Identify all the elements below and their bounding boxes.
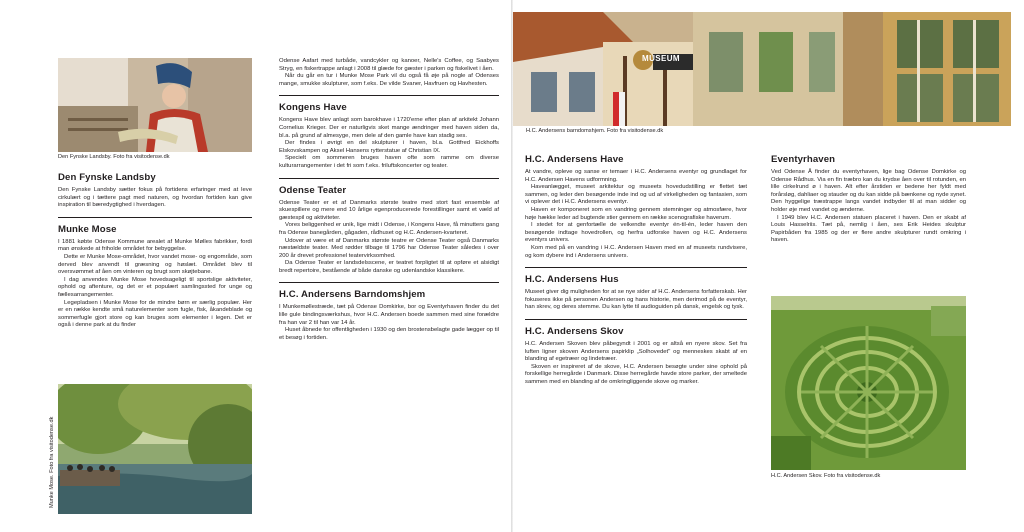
paragraph: I stedet for at genfortælle de velkendte eventyr én-til-én, leder haven den besøgende indtage hovedrollen, og herfra udforske haven og H.C. Andersens eventyrs univers. bbox=[525, 222, 747, 244]
photo-hc-andersen-skov bbox=[771, 296, 966, 470]
section-divider bbox=[58, 217, 252, 218]
paragraph: Udover at være et af Danmarks største teatre er Odense Teater også Danmarks næstældste teater. Med rødder tilbage til 1796 har Odense Teater således i over 200 år drevet professionel teatervirksomhed. bbox=[279, 237, 499, 259]
paragraph: Når du går en tur i Munke Mose Park vil du også få øje på nogle af Odenses mange, smukke skulpturer, som f.eks. De vilde Svaner, Havfruen og Havhesten. bbox=[279, 73, 499, 87]
museum-sign: MUSEUM bbox=[642, 54, 680, 63]
paragraph: Kongens Have blev anlagt som barokhave i 1720'erne efter plan af arkitekt Johann Cornelius Krieger. Der er naturligvis sket mange ændringer med haven siden da, bl.a. på grund af almesyge, men dele af den gamle have kan stadig ses. bbox=[279, 117, 499, 139]
caption-fynske-landsby: Den Fynske Landsby. Foto fra visitodense.dk bbox=[58, 154, 170, 160]
photo-fynske-landsby bbox=[58, 58, 252, 152]
photo-barndomshjem bbox=[513, 12, 1011, 126]
section-divider bbox=[279, 282, 499, 283]
paragraph: Haven er komponeret som en vandring gennem stemninger og atmosfære, hvor høje hække leder ad bugtende stier gennem en række scenografiske haverum. bbox=[525, 206, 747, 221]
paragraph: Dette er Munke Mose-området, hvor vandet mose- og engområde, som derved blev anvendt til græsning og høslæt. Området blev til oversvømmet af åen om vinteren og brugt som skøjtebane. bbox=[58, 253, 252, 276]
column-4 bbox=[771, 154, 966, 245]
paragraph: Haveanlægget, museet arkitektur og museets hovedudstilling er flettet tæt sammen, og leder den besøgende inde ind og ud af virkeligheden og fantasien, som vi oplever det i H.C. Andersens eventyr. bbox=[525, 184, 747, 206]
paragraph: Vores beliggenhed er unik, lige midt i Odense, i Kongens Have, få minutters gang fra Odense banegården, gågaden, rådhuset og H.C. Andersen-kvarteret. bbox=[279, 222, 499, 236]
column-3 bbox=[525, 154, 747, 386]
section-divider bbox=[279, 95, 499, 96]
caption-munke-mose: Munke Mose. Foto fra visitodense.dk bbox=[49, 416, 55, 508]
paragraph: I 1949 blev H.C. Andersen statuen placeret i haven. Den er skabt af Louis Hasselriis. Tæt på, nemlig i åen, ses Erik Heides skulptur Papirbåden fra 1985 og der er flere andre skulpturer rundt omkring i haven. bbox=[771, 214, 966, 244]
heading-eventyrhaven: Eventyrhaven bbox=[771, 154, 836, 165]
paragraph: I Munkemøllestræde, tæt på Odense Domkirke, bor og Eventyrhaven finder du det lille gule bindingsværkshus, hvor H.C. Andersen boede sammen med sine forældre fra han var 2 til han var 14 år. bbox=[279, 304, 499, 326]
paragraph: Odense Aafart med turbåde, vandcykler og kanoer, Nelle's Coffee, og Saabyes Stryg, en fiskertrappe anlagt i 2008 til glæde for gæster i parken og fiskelivet i åen. bbox=[279, 58, 499, 72]
section-divider bbox=[279, 178, 499, 179]
paragraph: H.C. Andersen Skoven blev påbegyndt i 2001 og er altså en nyere skov. Set fra luften ligner skoven Andersens papirklip „Solhovedet" og menneskes skabt af en blanding af egetræer og lindetræer. bbox=[525, 340, 747, 363]
heading-fynske-landsby: Den Fynske Landsby bbox=[58, 172, 156, 183]
column-2 bbox=[279, 58, 499, 342]
paragraph: Legepladsen i Munke Mose for de mindre børn er særlig populær. Her er en række kendte små naturelementer som fugle, fisk, åkandeblade og sommerfugle gjort store og kan bruges som elementer i legen. Det er også i denne park at du finder bbox=[58, 299, 252, 329]
paragraph: I 1881 købte Odense Kommune arealet af Munke Mølles fabrikker, fordi man ønskede at friholde området for bebyggelse. bbox=[58, 238, 252, 253]
caption-barndomshjem: H.C. Andersens barndomshjem. Foto fra visitodense.dk bbox=[526, 128, 664, 134]
paragraph: Den Fynske Landsby sætter fokus på fortidens erfaringer med at leve cirkulært og i tættere pagt med naturen, og hvordan fortiden kan give inspiration til bæredygtighed i hverdagen. bbox=[58, 187, 252, 209]
paragraph: Specielt om sommeren bruges haven ofte som ramme om diverse kulturarrangementer i det fri som f.eks. friluftskoncerter og teater. bbox=[279, 155, 499, 169]
heading-barndomshjem: H.C. Andersens Barndomshjem bbox=[279, 289, 426, 301]
paragraph: At vandre, opleve og sanse er temaer i H.C. Andersens eventyr og grundlaget for H.C. Andersen Havens udformning. bbox=[525, 169, 747, 183]
paragraph: I dag anvendes Munke Mose hovedsageligt til sportslige aktiviteter, ophold og aftenture, og det er et populært samlingssted for unge og fællesarrangementer. bbox=[58, 276, 252, 298]
heading-hc-andersens-hus: H.C. Andersens Hus bbox=[525, 274, 619, 286]
paragraph: Skoven er inspireret af de skove, H.C. Andersen besøgte under sine ophold på forskellige herregårde i Danmark. Disse herregårde havde store parker, der smeltede sammen med en blanding af de omkringliggende skove og marker. bbox=[525, 363, 747, 385]
paragraph: Huset åbnede for offentligheden i 1930 og den brostensbelagte gade lægger op til et besøg i fortiden. bbox=[279, 327, 499, 341]
paragraph: Da Odense Teater er landsdelsscene, er teatret forpligtet til at opføre et alsidigt bredt repertoire, bestående af både danske og udenlandske klassikere. bbox=[279, 260, 499, 274]
heading-hc-andersens-have: H.C. Andersens Have bbox=[525, 154, 624, 165]
paragraph: Odense Teater er et af Danmarks største teatre med stort fast ensemble af skuespillere og mere end 10 årlige egenproducerede forestillinger samt et væld af gæstespil og aktiviteter. bbox=[279, 199, 499, 221]
paragraph: Kom med på en vandring i H.C. Andersen Haven med en af museets rundvisere, og kom dybere ind i Andersens univers. bbox=[525, 244, 747, 259]
column-1 bbox=[58, 172, 252, 330]
heading-munke-mose: Munke Mose bbox=[58, 223, 117, 235]
photo-munke-mose bbox=[58, 384, 252, 514]
paragraph: Museet giver dig muligheden for at se nye sider af H.C. Andersens forfatterskab. Her fokuseres ikke på personen Andersen og hans historie, men derimod på de eventyr, han skrev, og deres stemme. Du kan lytte til audioguiden på dansk, engelsk og tysk. bbox=[525, 289, 747, 311]
heading-odense-teater: Odense Teater bbox=[279, 184, 347, 196]
paragraph: Ved Odense Å finder du eventyrhaven, lige bag Odense Domkirke og Odense Rådhus. Via en fin træbro kan du krydse åen over til rotunden, en lille cirkelrund ø i haven. Alt efter årstiden er bedene her fyldt med forårsløg, dahliaer og stauder og du kan sidde på bænkene og nyde synet. Den hyggelige træstrappe langs vandet indbyder til at man sidder og holder øje med vandet og ænderne. bbox=[771, 169, 966, 213]
heading-kongens-have: Kongens Have bbox=[279, 102, 347, 114]
section-divider bbox=[525, 267, 747, 268]
section-divider bbox=[525, 319, 747, 320]
caption-hc-andersen-skov: H.C. Andersen Skov. Foto fra visitodense.dk bbox=[771, 473, 881, 479]
paragraph: Der findes i øvrigt en del skulpturer i haven, bl.a. Gottfred Eickhoffs Elskovskampen og Aksel Hansens rytterstatue af Christian IX. bbox=[279, 140, 499, 154]
heading-hc-andersens-skov: H.C. Andersens Skov bbox=[525, 325, 624, 337]
